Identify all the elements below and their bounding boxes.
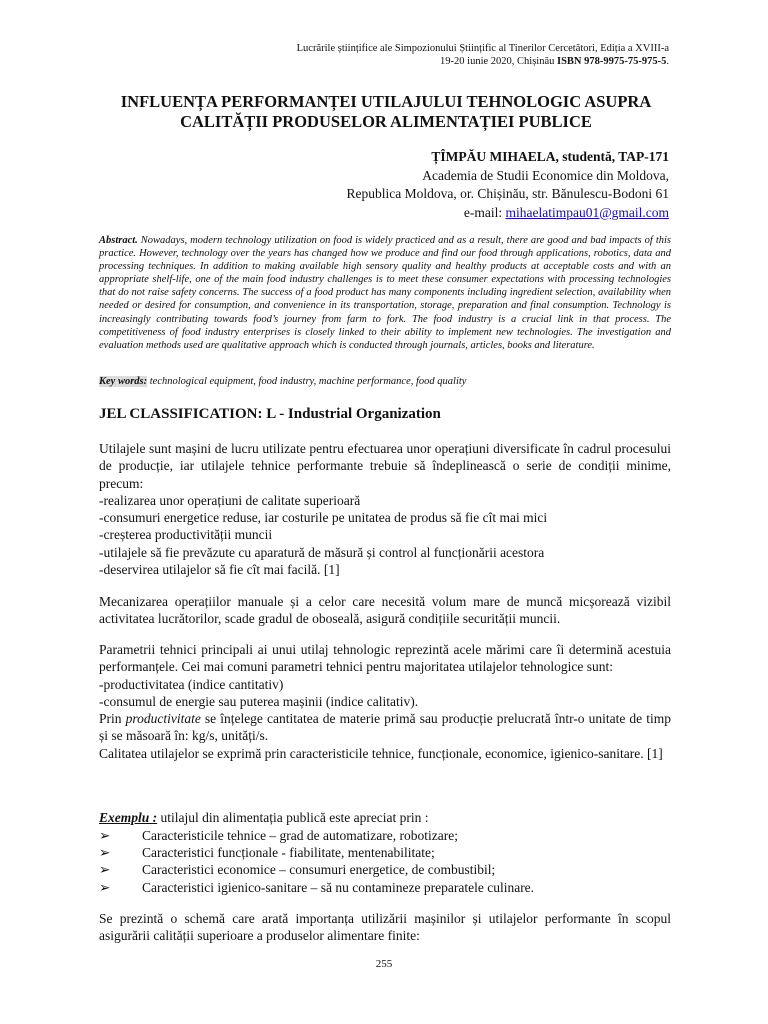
keywords-text: technological equipment, food industry, machine performance, food quality xyxy=(147,376,467,387)
author-address: Republica Moldova, or. Chișinău, str. Bănulescu-Bodoni 61 xyxy=(346,186,669,201)
list-item xyxy=(99,827,671,844)
example-text: utilajul din alimentația publică este apreciat prin : xyxy=(157,810,429,825)
title-line1: INFLUENȚA PERFORMANȚEI UTILAJULUI TEHNOLOGIC ASUPRA xyxy=(120,92,652,111)
list-item: -realizarea unor operațiuni de calitate superioară xyxy=(99,492,361,508)
list-item xyxy=(99,844,671,861)
example-bullet-list xyxy=(99,827,671,896)
keywords-label: Key words: xyxy=(99,376,148,387)
header-end: . xyxy=(666,56,669,67)
paragraph-intro: Parametrii tehnici principali ai unui utilaj tehnologic reprezintă acele mărimi care îi determină acestuia performanțele. Cei mai comuni parametri tehnici pentru majoritatea utilajelor tehnologice sunt: xyxy=(99,642,671,675)
productivity-term: productivitate xyxy=(125,711,201,727)
list-item: -utilajele să fie prevăzute cu aparatură de măsură și control al funcționării acestora xyxy=(99,544,545,560)
title-line2: CALITĂȚII PRODUSELOR ALIMENTAȚIEI PUBLICE xyxy=(180,112,592,131)
bullet-text: Caracteristici igienico-sanitare – să nu contamineze preparatele culinare. xyxy=(142,879,535,895)
author-block xyxy=(347,148,669,222)
paragraph-intro: Utilajele sunt mașini de lucru utilizate pentru efectuarea unor operațiuni diversificate în cadrul procesului de producție, iar utilajele tehnice performante trebuie să îndeplinească o serie de condiții minime, precum: xyxy=(99,441,671,491)
paragraph-parameters xyxy=(99,641,671,762)
arrow-bullet-icon: ➢ xyxy=(99,828,111,843)
email-link[interactable]: mihaelatimpau01@gmail.com xyxy=(505,204,669,220)
author-email-line xyxy=(347,204,669,223)
running-header-line1: Lucrările științifice ale Simpozionului Științific al Tinerilor Cercetători, Ediția a XVIII-a xyxy=(296,43,669,54)
paragraph-mechanization xyxy=(99,593,671,628)
abstract-label: Abstract. xyxy=(99,235,138,246)
paragraph-text: Mecanizarea operațiilor manuale și a celor care necesită volum mare de muncă micșorează vizibil activitatea lucrătorilor, scade gradul de oboseală, asigură condițiile securității muncii. xyxy=(99,594,671,627)
list-item xyxy=(99,861,671,878)
author-affiliation: Academia de Studii Economice din Moldova, xyxy=(422,167,669,183)
arrow-bullet-icon: ➢ xyxy=(99,862,111,878)
paragraph-scheme xyxy=(99,910,671,945)
abstract xyxy=(99,234,671,352)
list-item: -consumul de energie sau puterea mașinii (indice calitativ). xyxy=(99,693,419,709)
productivity-definition xyxy=(99,710,671,745)
jel-classification: JEL CLASSIFICATION: L - Industrial Organization xyxy=(99,406,441,422)
author-name: ȚÎMPĂU MIHAELA, studentă, TAP-171 xyxy=(431,149,669,164)
page-number: 255 xyxy=(375,958,393,970)
text-span: se înțelege cantitatea de materie primă sau producție prelucrată într-o unitate de timp și se măsoară în: kg/s, unități/s. xyxy=(99,711,671,744)
paragraph-text: Se prezintă o schemă care arată importanța utilizării mașinilor și utilajelor performante în scopul asigurării calității superioare a produselor alimentare finite: xyxy=(99,911,671,944)
bullet-text: Caracteristicile tehnice – grad de automatizare, robotizare; xyxy=(142,828,458,843)
running-header-line2 xyxy=(440,55,669,68)
header-date-place: 19-20 iunie 2020, Chișinău xyxy=(440,56,557,67)
paragraph-conditions xyxy=(99,440,671,578)
quality-sentence: Calitatea utilajelor se exprimă prin caracteristicile tehnice, funcționale, economice, igienico-sanitare. [1] xyxy=(99,745,663,761)
bullet-text: Caracteristici economice – consumuri energetice, de combustibil; xyxy=(142,862,496,878)
arrow-bullet-icon: ➢ xyxy=(99,845,111,861)
example-label: Exemplu : xyxy=(99,810,158,825)
bullet-text: Caracteristici funcționale - fiabilitate, mentenabilitate; xyxy=(142,845,435,861)
paper-title xyxy=(60,92,712,132)
abstract-text: Nowadays, modern technology utilization on food is widely practiced and as a result, there are good and bad impacts of this practice. However, technology over the years has changed how we produce and find our food through applications, robotics, data and processing techniques. In addition to making available high sensory quality and healthy products at acceptable costs and with an appropriate shelf-life, one of the main food industry challenges is to meet these consumer expectations with processing technologies that do not raise safety concerns. The success of a food product has many components including ingredient selection, availability when needed or desired for consumption, and convenience in its transportation, storage, preparation and final consumption. Technology is increasingly contributing towards food’s journey from farm to fork. The food industry is a crucial link in that process. The competitiveness of food industry enterprises is closely linked to their ability to implement new technologies. The investigation and evaluation methods used are qualitative approach which is conducted through journals, articles, books and literature. xyxy=(99,235,671,351)
keywords xyxy=(99,375,671,388)
list-item: -consumuri energetice reduse, iar costurile pe unitatea de produs să fie cît mai mici xyxy=(99,510,548,526)
arrow-bullet-icon: ➢ xyxy=(99,879,111,895)
list-item: -creșterea productivității muncii xyxy=(99,527,273,543)
list-item: -deservirea utilajelor să fie cît mai facilă. [1] xyxy=(99,562,340,578)
header-isbn: ISBN 978-9975-75-975-5 xyxy=(557,56,667,67)
email-label: e-mail: xyxy=(463,204,506,220)
list-item: -productivitatea (indice cantitativ) xyxy=(99,676,284,692)
example-heading xyxy=(99,809,671,826)
list-item xyxy=(99,879,671,896)
text-span: Prin xyxy=(99,711,126,727)
